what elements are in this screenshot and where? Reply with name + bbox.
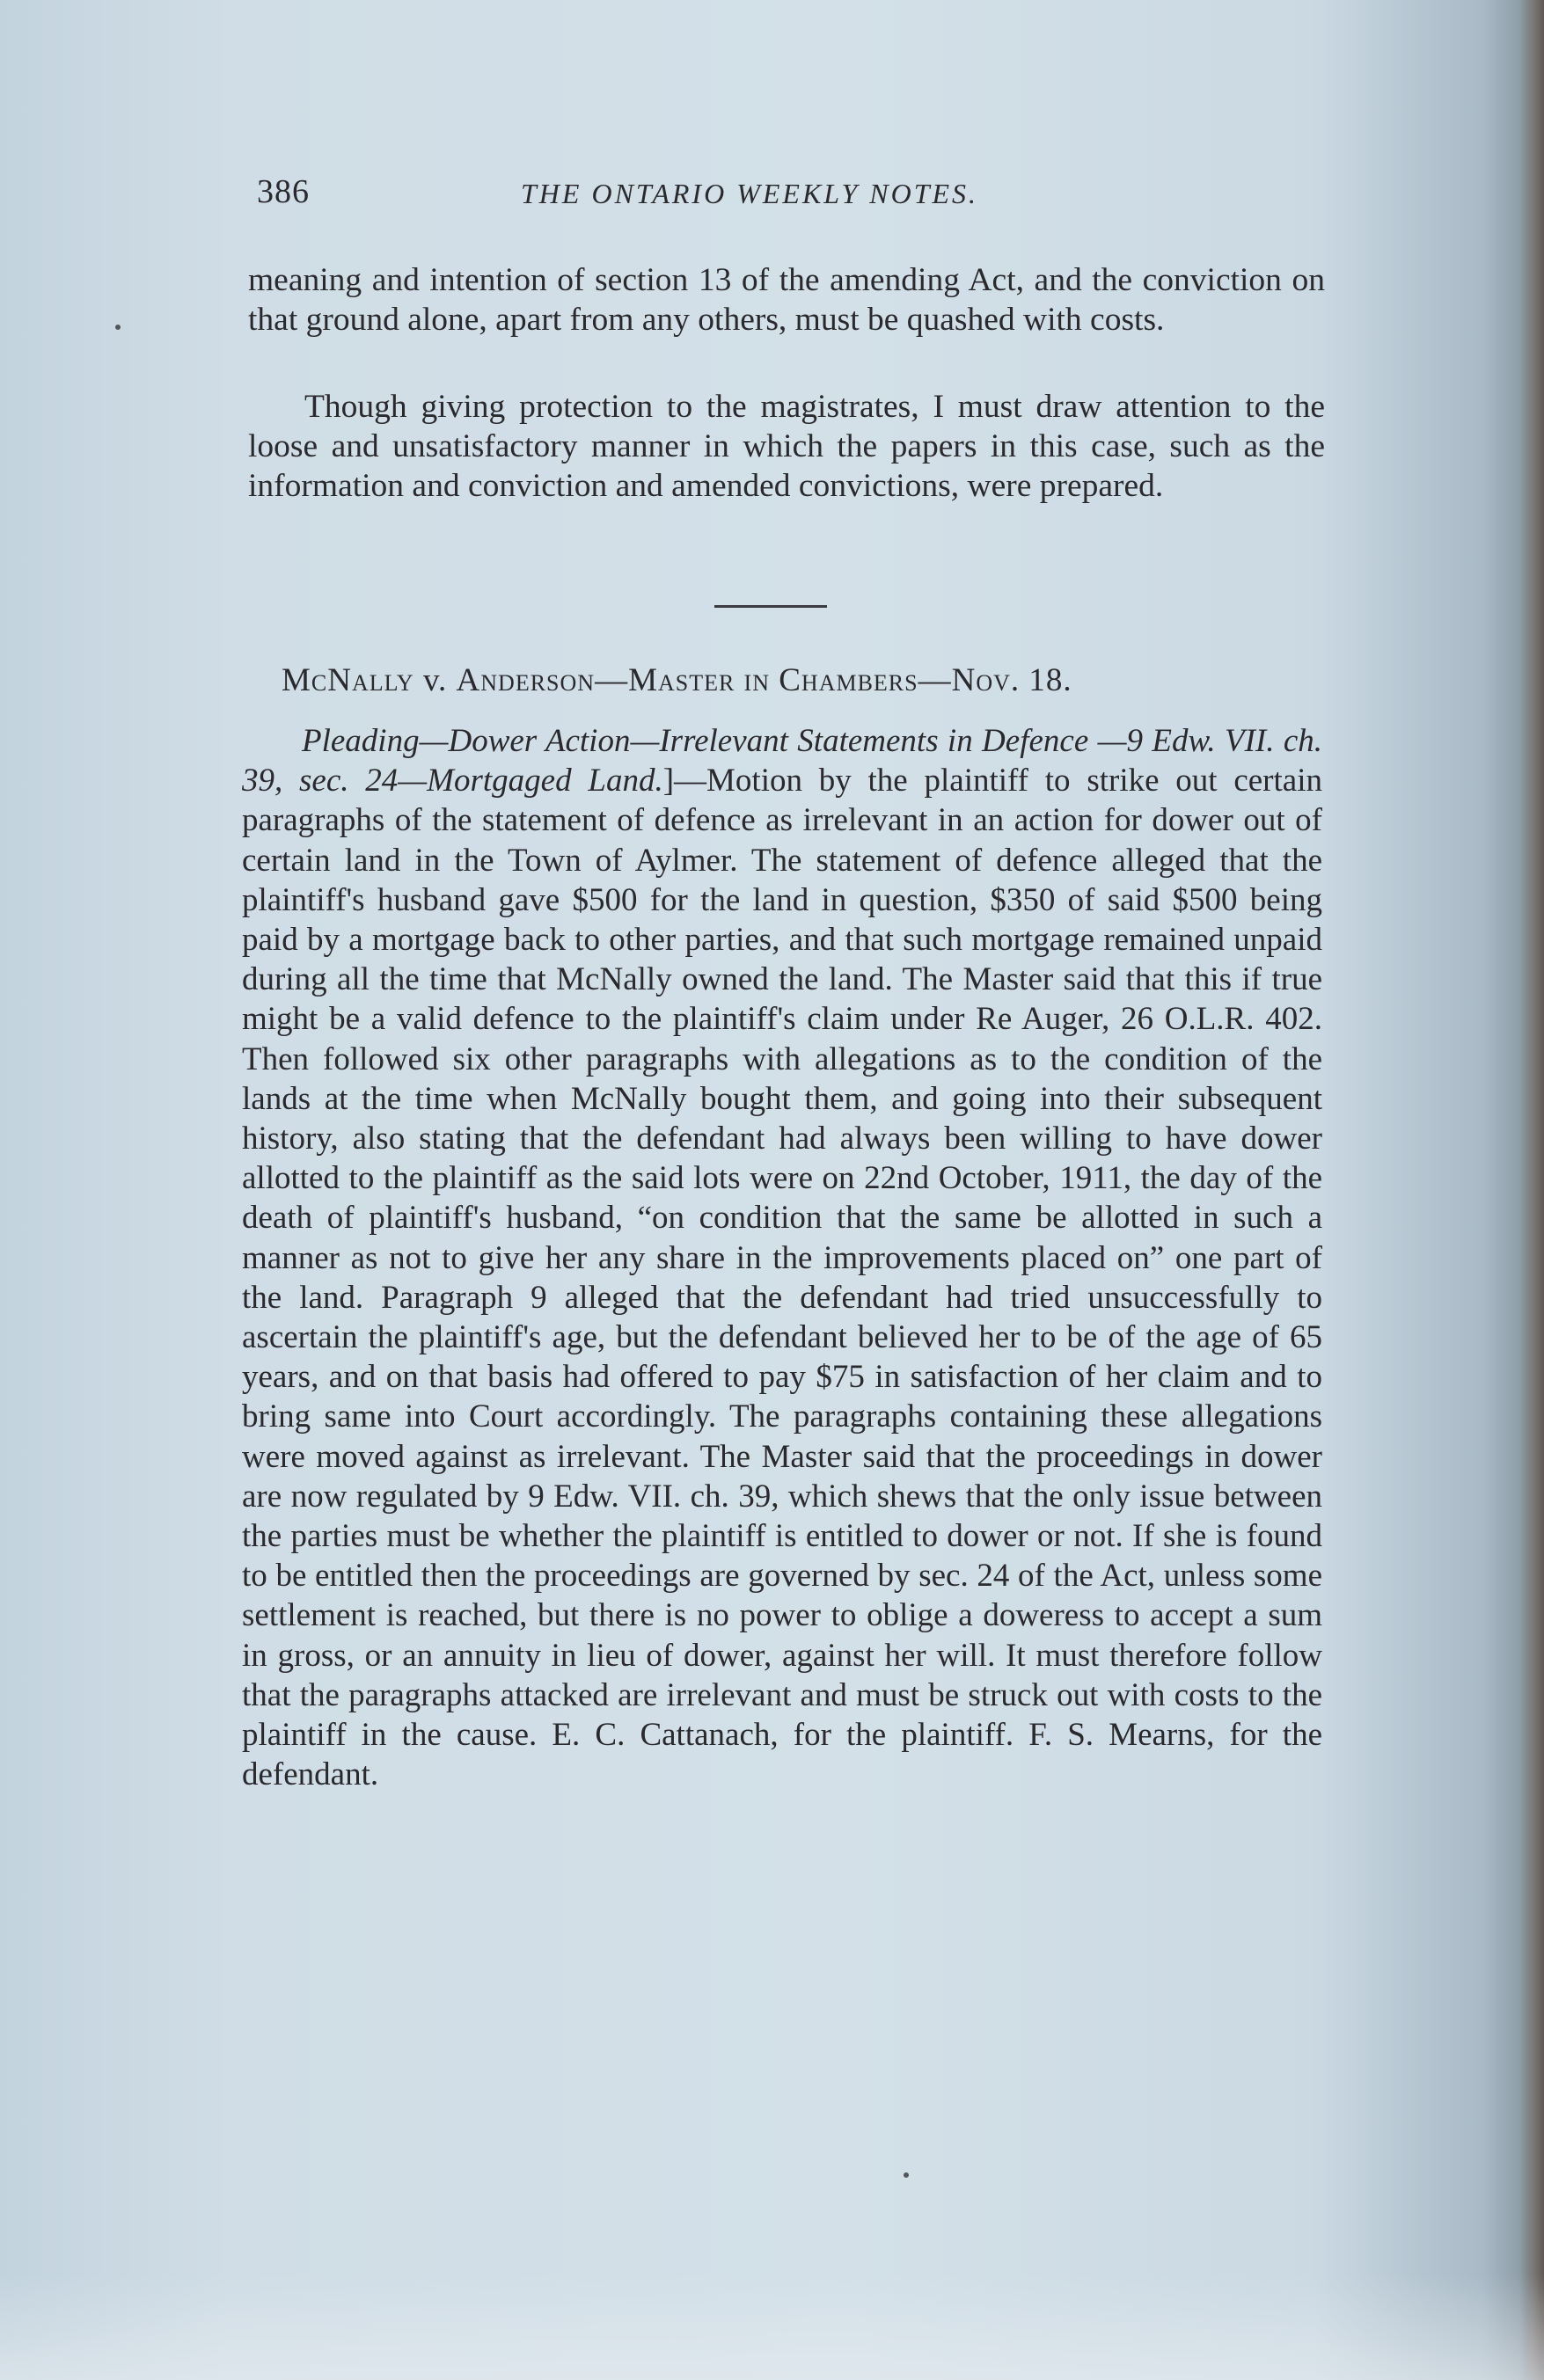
page-bottom-shade [0,2274,1544,2380]
paper-speck [904,2172,909,2178]
case-dash: — [918,662,952,698]
page-edge-shadow [1519,0,1544,2380]
case-date: Nov. 18. [951,662,1072,698]
case-party-plaintiff: McNally [282,662,414,698]
running-title: THE ONTARIO WEEKLY NOTES. [521,178,979,209]
case-report [242,721,1322,1794]
case-dash: — [595,662,629,698]
case-heading [282,661,1072,699]
running-header [257,172,1339,216]
case-party-defendant: Anderson [456,662,596,698]
case-catchwords: Pleading—Dower Action—Irrelevant Statements in Defence —9 Edw. VII. ch. 39, sec. 24—Mortgaged Land. [242,723,1322,799]
paragraph-magistrates-note: Though giving protection to the magistrates, I must draw attention to the loose and unsatisfactory manner in which the papers in this case, such as the information and conviction and amended convictions, were prepared. [248,389,1325,504]
case-versus: v. [422,662,448,698]
section-divider [714,605,827,608]
paper-speck [115,325,121,330]
case-court: Master in Chambers [628,662,918,698]
paragraph-conclusion: meaning and intention of section 13 of the amending Act, and the conviction on that ground alone, apart from any others, must be quashed with costs. [248,262,1325,338]
page-number: 386 [257,173,310,210]
case-body-text: ]—Motion by the plaintiff to strike out certain paragraphs of the statement of defence as irrelevant in an action for dower out of certain land in the Town of Aylmer. The statement of defence alleged that the plaintiff's husband gave $500 for the land in question, $350 of said $500 being paid by a mortgage back to other parties, and that such mortgage remained unpaid during all the time that McNally owned the land. The Master said that this if true might be a valid defence to the plaintiff's claim under Re Auger, 26 O.L.R. 402. Then followed six other paragraphs with allegations as to the condition of the lands at the time when McNally bought them, and going into their subsequent history, also stating that the defendant had always been willing to have dower allotted to the plaintiff as the said lots were on 22nd October, 1911, the day of the death of plaintiff's husband, “on condition that the same be allotted in such a manner as not to give her any share in the improvements placed on” one part of the land. Paragraph 9 alleged that the defendant had tried unsuccessfully to ascertain the plaintiff's age, but the defendant believed her to be of the age of 65 years, and on that basis had offered to pay $75 in satisfaction of her claim and to bring same into Court accordingly. The paragraphs containing these allegations were moved against as irrelevant. The Master said that the proceedings in dower are now regulated by 9 Edw. VII. ch. 39, which shews that the only issue between the parties must be whether the plaintiff is entitled to dower or not. If she is found to be entitled then the proceedings are governed by sec. 24 of the Act, unless some settlement is reached, but there is no power to oblige a doweress to accept a sum in gross, or an annuity in lieu of dower, against her will. It must therefore follow that the paragraphs attacked are irrelevant and must be struck out with costs to the plaintiff in the cause. E. C. Cattanach, for the plaintiff. F. S. Mearns, for the defendant. [242,763,1322,1793]
